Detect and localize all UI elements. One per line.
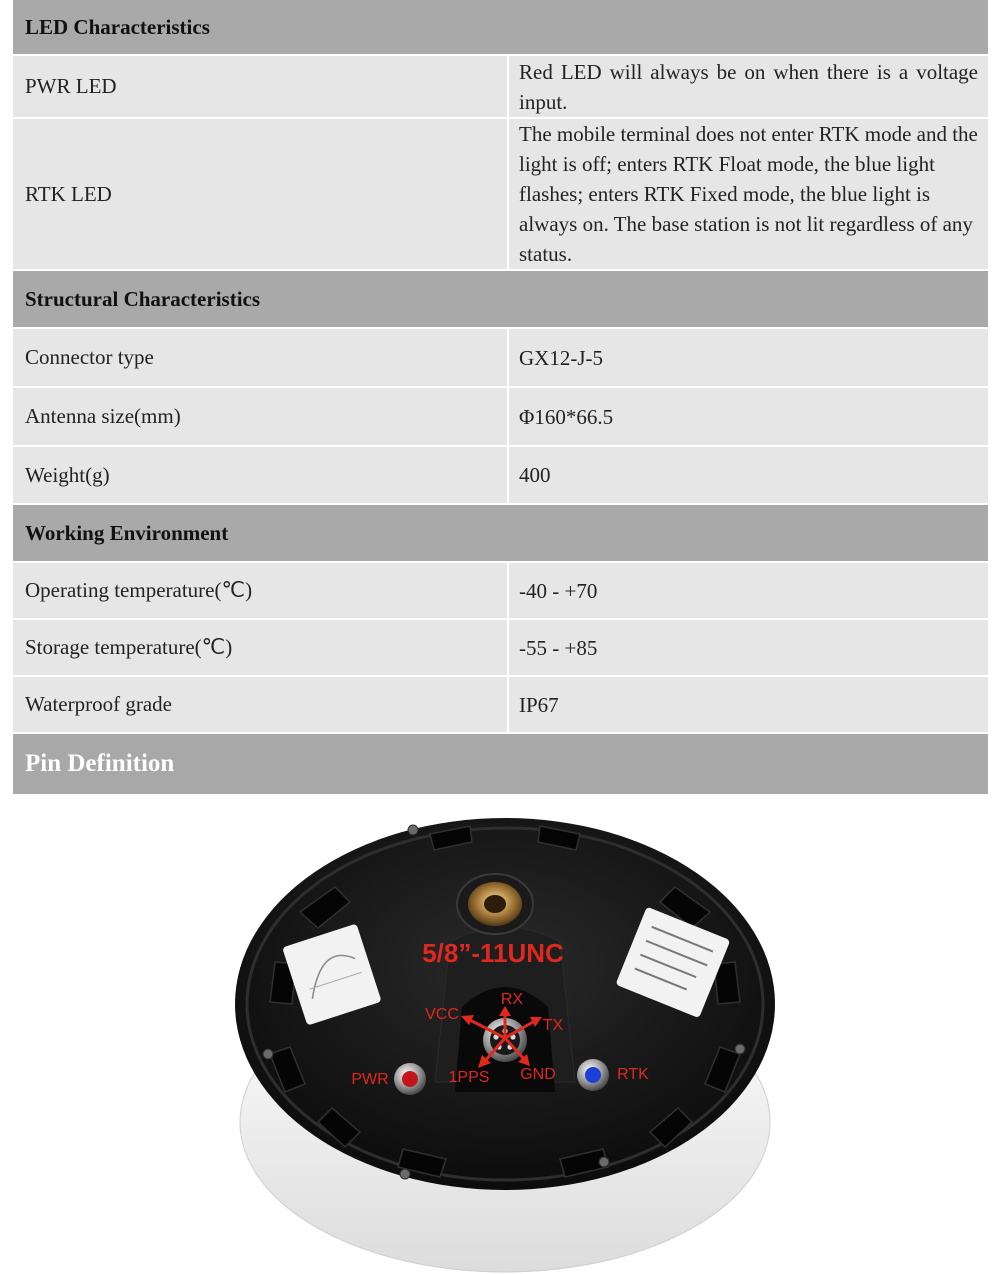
- pin-label-1pps: 1PPS: [448, 1069, 490, 1086]
- row-value: Φ160*66.5: [507, 388, 988, 445]
- row-value: 400: [507, 447, 988, 503]
- table-row: [13, 56, 988, 119]
- row-label: Waterproof grade: [25, 692, 172, 716]
- spec-sheet: [13, 0, 988, 794]
- table-row: [13, 620, 988, 677]
- table-row: [13, 119, 988, 271]
- row-label: Operating temperature(℃): [25, 578, 253, 602]
- pwr-led: [394, 1063, 426, 1095]
- pin-label-rx: RX: [500, 991, 524, 1008]
- row-label: RTK LED: [25, 181, 112, 206]
- pin-label-tx: TX: [542, 1017, 564, 1034]
- row-value: IP67: [507, 677, 988, 732]
- row-value: -55 - +85: [507, 620, 988, 675]
- thread-hole: [484, 895, 506, 913]
- led-label-rtk: RTK: [617, 1066, 649, 1083]
- row-value: [507, 56, 988, 117]
- rtk-led: [577, 1059, 609, 1091]
- section-title: Structural Characteristics: [25, 286, 261, 311]
- section-header-led: [13, 0, 988, 56]
- row-label: Weight(g): [25, 462, 110, 487]
- table-row: [13, 329, 988, 388]
- row-value: GX12-J-5: [507, 329, 988, 386]
- row-value-text: Red LED will always be on when there is a voltage input.: [519, 59, 978, 114]
- led-label-pwr: PWR: [351, 1071, 389, 1088]
- antenna-photo: [0, 792, 1000, 1274]
- row-value-text: The mobile terminal does not enter RTK mode and the light is off; enters RTK Float mode, the blue light flashes; enters RTK Fixed mode, the blue light is always on. The base station is not lit regardless of any status.: [519, 122, 978, 266]
- pin-label-vcc: VCC: [425, 1006, 459, 1023]
- section-header-environment: [13, 505, 988, 563]
- row-label: PWR LED: [25, 74, 117, 98]
- row-value: -40 - +70: [507, 563, 988, 618]
- row-label: Antenna size(mm): [25, 404, 181, 428]
- section-title: LED Characteristics: [25, 14, 210, 39]
- row-label: Storage temperature(℃): [25, 635, 233, 659]
- row-label: Connector type: [25, 345, 154, 369]
- section-header-pin-definition: [13, 734, 988, 794]
- table-row: [13, 388, 988, 447]
- table-row: [13, 677, 988, 734]
- section-title: Working Environment: [25, 520, 229, 545]
- section-title: Pin Definition: [25, 750, 175, 777]
- pin-label-gnd: GND: [520, 1066, 556, 1083]
- table-row: [13, 447, 988, 505]
- row-value: [507, 119, 988, 269]
- thread-label: 5/8”-11UNC: [422, 938, 564, 968]
- section-header-structural: [13, 271, 988, 329]
- table-row: [13, 563, 988, 620]
